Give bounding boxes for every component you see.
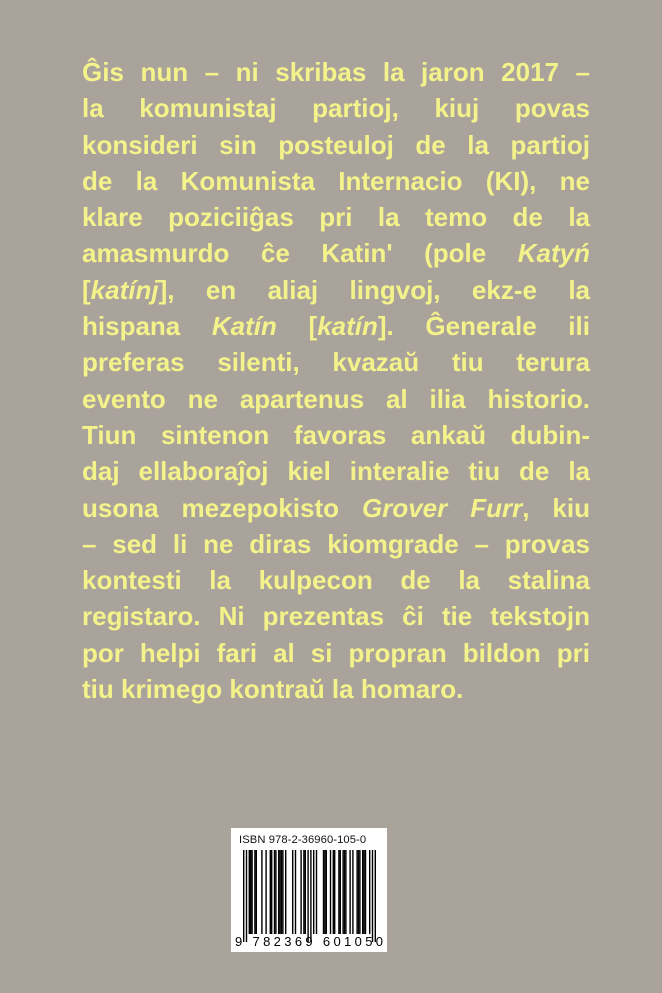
blurb-segment: kontesti la kulpecon de la stalina — [82, 565, 590, 596]
barcode-bar — [285, 850, 286, 934]
blurb-segment: , kiu — [522, 492, 590, 523]
blurb-segment: registaro. Ni prezentas ĉi tie tekstojn — [82, 601, 590, 632]
barcode-bar — [243, 850, 244, 942]
blurb-text — [82, 54, 590, 707]
blurb-segment: Ĝis nun – ni skribas la jaron 2017 – — [82, 57, 590, 87]
blurb-line — [82, 526, 590, 562]
barcode-bar — [345, 850, 346, 934]
blurb-segment: [ — [82, 274, 91, 305]
barcode-bar — [261, 850, 262, 934]
blurb-italic-segment: katínj — [90, 274, 159, 305]
barcode-bar — [356, 850, 357, 934]
barcode-bar — [323, 850, 324, 934]
blurb-line — [82, 490, 590, 526]
blurb-segment: – sed li ne diras kiomgrade – provas — [82, 528, 590, 559]
barcode-bar — [358, 850, 359, 934]
barcode-bar — [334, 850, 335, 934]
blurb-line — [82, 308, 590, 344]
barcode-bar — [313, 850, 314, 934]
blurb-segment: [ — [276, 311, 318, 342]
barcode-bar — [275, 850, 276, 934]
barcode-bar — [307, 850, 308, 942]
barcode-bar — [352, 850, 353, 934]
barcode-bar — [274, 850, 275, 934]
blurb-segment: usona mezepokisto — [82, 492, 362, 523]
barcode-bar — [326, 850, 327, 934]
blurb-italic-segment: Grover Furr — [362, 492, 523, 523]
barcode-bar — [295, 850, 296, 934]
blurb-segment: por helpi fari al si propran bildon pri — [82, 637, 590, 668]
barcode-bar — [342, 850, 343, 934]
barcode-bar — [372, 850, 373, 942]
barcode-bar — [279, 850, 280, 934]
barcode-bar — [359, 850, 360, 934]
barcode-bar — [271, 850, 272, 934]
blurb-line — [82, 671, 590, 707]
blurb-segment: preferas silenti, kvazaŭ tiu terura — [82, 347, 590, 378]
blurb-segment: konsideri sin posteuloj de la partioj — [82, 129, 590, 160]
barcode-bar — [362, 850, 363, 934]
barcode-bar — [281, 850, 282, 934]
barcode-bars — [231, 828, 387, 952]
blurb-italic-segment: katín — [317, 311, 378, 342]
blurb-segment: amasmurdo ĉe Katin' (pole — [82, 238, 518, 269]
barcode-bar — [303, 850, 304, 934]
blurb-line — [82, 90, 590, 126]
blurb-segment: daj ellaboraĵoj kiel interalie tiu de la — [82, 456, 590, 487]
barcode-bar — [265, 850, 266, 934]
barcode-bar — [324, 850, 325, 934]
blurb-line — [82, 635, 590, 671]
barcode-bar — [250, 850, 251, 934]
blurb-segment: ]. Ĝenerale ili — [377, 311, 590, 342]
barcode-bar — [300, 850, 301, 934]
blurb-line — [82, 235, 590, 271]
barcode-bar — [333, 850, 334, 934]
barcode-bar — [292, 850, 293, 934]
barcode-bar — [349, 850, 350, 934]
barcode-bar — [305, 850, 306, 934]
blurb-segment: la komunistaj partioj, kiuj povas — [82, 93, 590, 124]
barcode-bar — [249, 850, 250, 934]
isbn-label: ISBN 978-2-36960-105-0 — [239, 834, 367, 846]
blurb-segment: hispana — [82, 311, 212, 342]
blurb-segment: klare poziciiĝas pri la temo de la — [82, 202, 590, 233]
barcode-bar — [369, 850, 370, 934]
blurb-line — [82, 562, 590, 598]
blurb-segment: evento ne apartenus al ilia historio. — [82, 383, 590, 414]
blurb-line — [82, 199, 590, 235]
blurb-line — [82, 127, 590, 163]
blurb-segment: Tiun sintenon favoras ankaŭ dubin- — [82, 419, 590, 450]
blurb-line — [82, 417, 590, 453]
blurb-line — [82, 54, 590, 90]
barcode-bar — [278, 850, 279, 934]
blurb-italic-segment: Katyń — [517, 238, 590, 269]
barcode-bar — [310, 850, 311, 942]
blurb-italic-segment: Katín — [211, 311, 277, 342]
blurb-line — [82, 598, 590, 634]
barcode-bar — [256, 850, 257, 934]
barcode-bar — [330, 850, 331, 934]
blurb-segment: tiu krimego kontraŭ la homaro. — [82, 674, 464, 705]
blurb-line — [82, 381, 590, 417]
barcode-bar — [375, 850, 376, 942]
barcode-bar — [316, 850, 317, 934]
blurb-line — [82, 453, 590, 489]
barcode-bar — [270, 850, 271, 934]
blurb-segment: de la Komunista Internacio (KI), ne — [82, 165, 590, 196]
barcode-digits: 9 782369 601050 — [235, 934, 383, 949]
barcode-bar — [340, 850, 341, 934]
barcode-bar — [251, 850, 252, 934]
blurb-line — [82, 163, 590, 199]
barcode-bar — [282, 850, 283, 934]
isbn-barcode — [231, 828, 387, 952]
barcode-bar — [363, 850, 364, 934]
barcode-bar — [344, 850, 345, 934]
blurb-line — [82, 344, 590, 380]
barcode-bar — [338, 850, 339, 934]
blurb-segment: ], en aliaj lingvoj, ekz-e la — [158, 274, 590, 305]
blurb-line — [82, 272, 590, 308]
barcode-bar — [365, 850, 366, 934]
barcode-bar — [254, 850, 255, 934]
barcode-bar — [246, 850, 247, 942]
